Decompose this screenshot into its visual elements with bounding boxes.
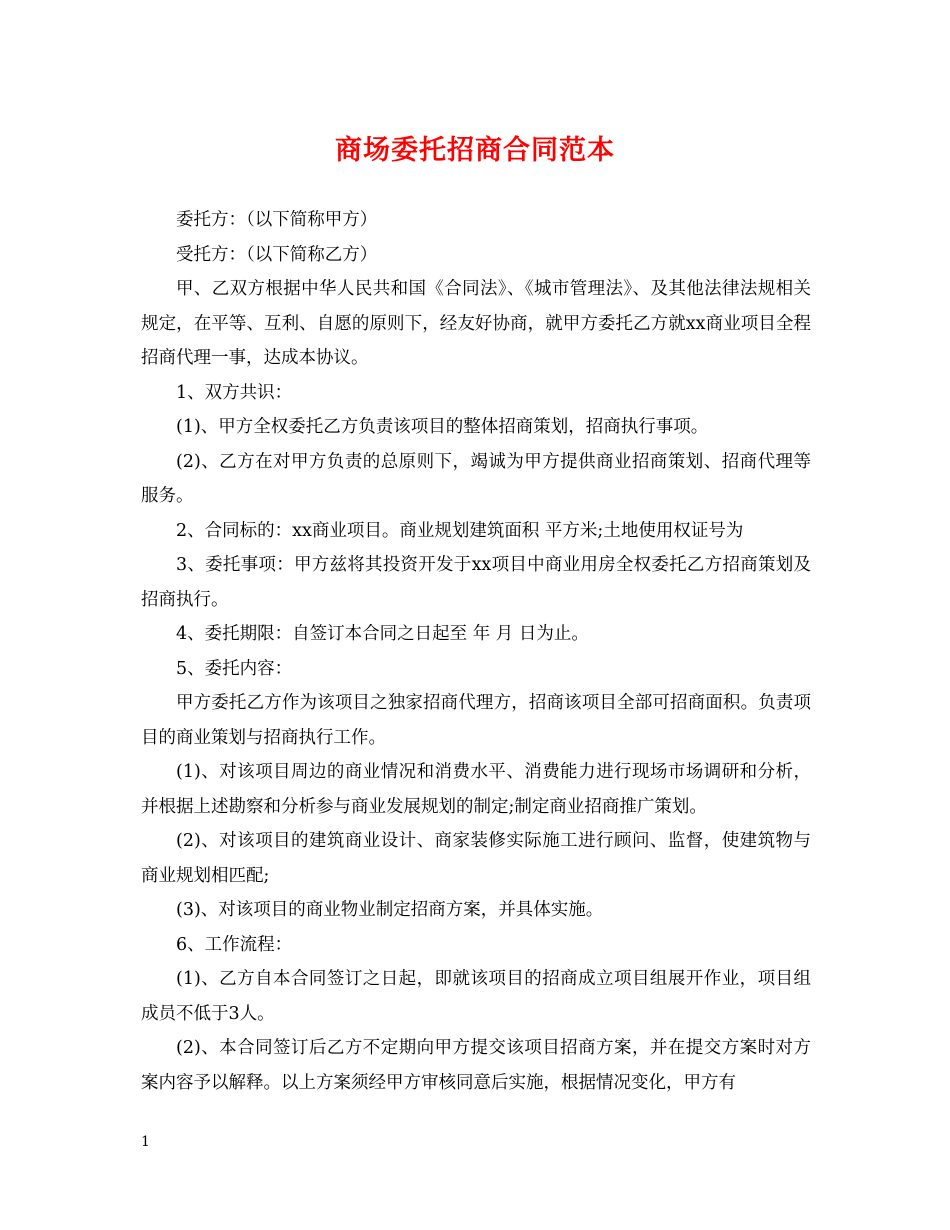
- paragraph-preamble: 甲、乙双方根据中华人民共和国《合同法》、《城市管理法》、及其他法律法规相关规定，在平等、互利、自愿的原则下，经友好协商，就甲方委托乙方就xx商业项目全程招商代理一事，达成本协议。: [141, 279, 811, 368]
- paragraph-item: (2)、乙方在对甲方负责的总原则下，竭诚为甲方提供商业招商策划、招商代理等服务。: [141, 451, 811, 506]
- paragraph-body: 甲方委托乙方作为该项目之独家招商代理方，招商该项目全部可招商面积。负责项目的商业策划与招商执行工作。: [141, 693, 811, 748]
- document-title: 商场委托招商合同范本: [335, 135, 615, 166]
- paragraph-item: (1)、甲方全权委托乙方负责该项目的整体招商策划，招商执行事项。: [176, 417, 709, 437]
- paragraph-section-6: 6、工作流程：: [176, 934, 293, 955]
- paragraph-section-3: 3、委托事项：甲方兹将其投资开发于xx项目中商业用房全权委托乙方招商策划及招商执行。: [141, 555, 811, 610]
- paragraph-item: (2)、本合同签订后乙方不定期向甲方提交该项目招商方案，并在提交方案时对方案内容予以解释。以上方案须经甲方审核同意后实施，根据情况变化，甲方有: [141, 1038, 811, 1093]
- paragraph-item: (3)、对该项目的商业物业制定招商方案，并具体实施。: [176, 900, 604, 920]
- paragraph-section-2: 2、合同标的：xx商业项目。商业规划建筑面积 平方米;土地使用权证号为: [176, 520, 744, 541]
- paragraph-section-5: 5、委托内容：: [176, 658, 293, 679]
- paragraph-section-4: 4、委托期限：自签订本合同之日起至 年 月 日为止。: [176, 624, 589, 644]
- paragraph-agent: 受托方：（以下简称乙方）: [176, 244, 378, 265]
- document-body: [141, 203, 811, 1100]
- paragraph-item: (1)、乙方自本合同签订之日起，即就该项目的招商成立项目组展开作业，项目组成员不低于3人。: [141, 969, 811, 1024]
- paragraph-section-1: 1、双方共识：: [176, 382, 293, 403]
- paragraph-item: (2)、对该项目的建筑商业设计、商家装修实际施工进行顾问、监督，使建筑物与商业规划相匹配;: [141, 831, 811, 886]
- paragraph-client: 委托方：（以下简称甲方）: [176, 210, 378, 230]
- paragraph-item: (1)、对该项目周边的商业情况和消费水平、消费能力进行现场市场调研和分析，并根据上述勘察和分析参与商业发展规划的制定;制定商业招商推广策划。: [141, 762, 811, 817]
- page-number: 1: [141, 1134, 150, 1150]
